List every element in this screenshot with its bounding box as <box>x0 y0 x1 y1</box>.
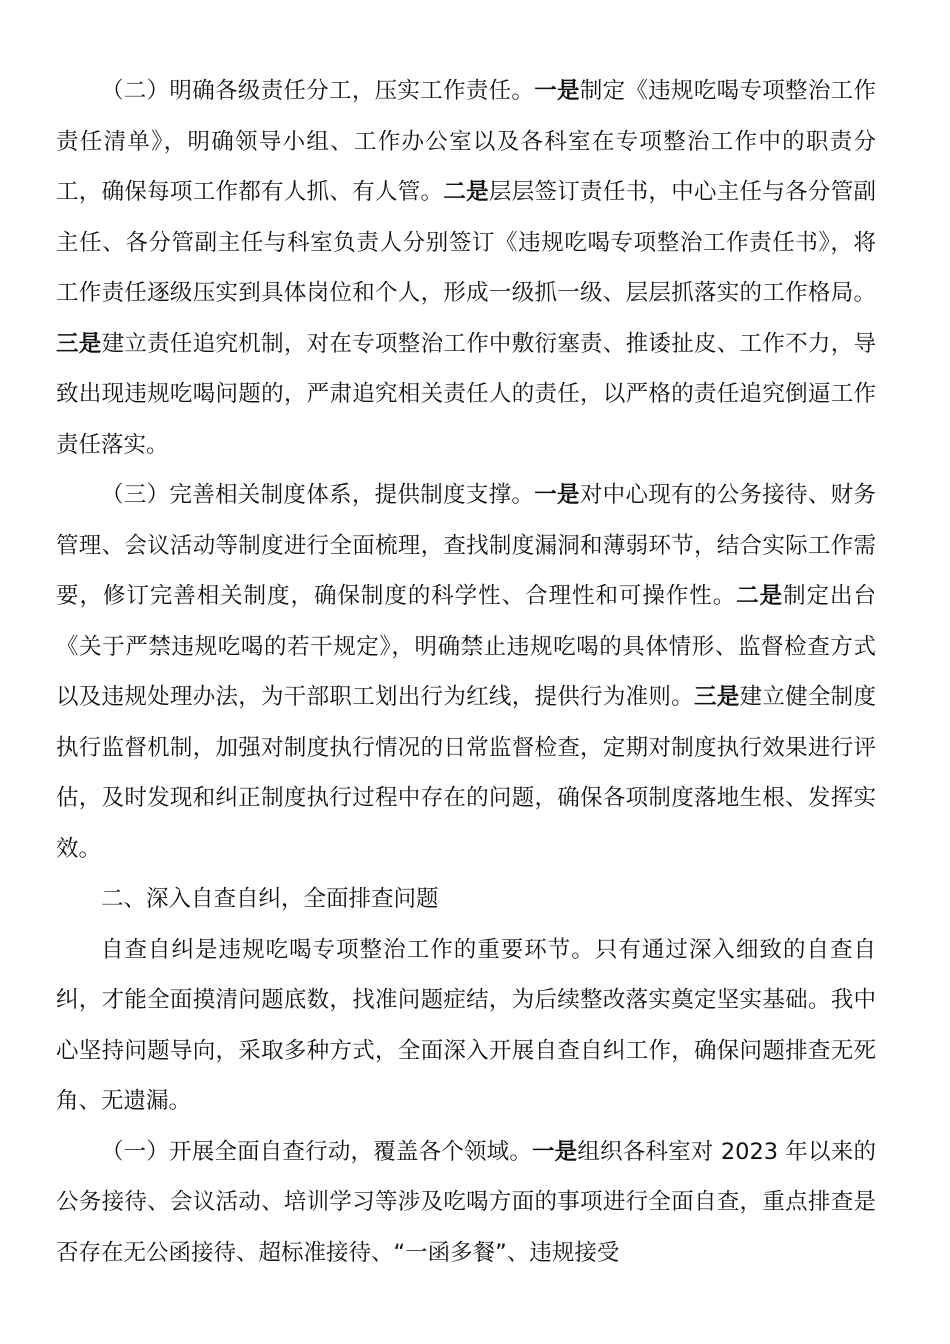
point-text-2: 制定出台《关于严禁违规吃喝的若干规定》，明确禁止违规吃喝的具体情形、监督检查方式以及违规处理办法，为干部职工划出行为红线，提供行为准则。 <box>56 583 876 710</box>
paragraph-lead: （一）开展全面自查行动，覆盖各个领域。 <box>101 1138 532 1165</box>
paragraph-system <box>56 470 876 874</box>
point-text-3: 建立责任追究机制，对在专项整治工作中敷衍塞责、推诿扯皮、工作不力，导致出现违规吃喝问题的，严肃追究相关责任人的责任，以严格的责任追究倒逼工作责任落实。 <box>56 330 876 458</box>
paragraph-lead: （三）完善相关制度体系，提供制度支撑。 <box>101 482 535 508</box>
point-marker-1: 一是 <box>534 482 580 508</box>
paragraph-responsibility <box>56 66 876 470</box>
point-marker-2: 二是 <box>736 583 784 609</box>
point-marker-1: 一是 <box>532 1138 578 1165</box>
paragraph-lead: （二）明确各级责任分工，压实工作责任。 <box>101 78 535 104</box>
section-heading: 二、深入自查自纠，全面排查问题 <box>101 886 439 912</box>
point-marker-3: 三是 <box>56 330 102 357</box>
point-marker-1: 一是 <box>534 78 580 104</box>
point-text-1: 对中心现有的公务接待、财务管理、会议活动等制度进行全面梳理，查找制度漏洞和薄弱环节，结合实际工作需要，修订完善相关制度，确保制度的科学性、合理性和可操作性。 <box>56 482 876 609</box>
point-text-1: 制定《违规吃喝专项整治工作责任清单》，明确领导小组、工作办公室以及各科室在专项整治工作中的职责分工，确保每项工作都有人抓、有人管。 <box>56 78 876 205</box>
section-intro: 自查自纠是违规吃喝专项整治工作的重要环节。只有通过深入细致的自查自纠，才能全面摸清问题底数，找准问题症结，为后续整改落实奠定坚实基础。我中心坚持问题导向，采取多种方式，全面深入开展自查自纠工作，确保问题排查无死角、无遗漏。 <box>56 936 876 1114</box>
point-marker-3: 三是 <box>693 684 740 710</box>
point-text-2: 层层签订责任书，中心主任与各分管副主任、各分管副主任与科室负责人分别签订《违规吃喝专项整治工作责任书》，将工作责任逐级压实到具体岗位和个人，形成一级抓一级、层层抓落实的工作格局。 <box>56 179 876 306</box>
point-text-3: 建立健全制度执行监督机制，加强对制度执行情况的日常监督检查，定期对制度执行效果进行评估，及时发现和纠正制度执行过程中存在的问题，确保各项制度落地生根、发挥实效。 <box>56 684 876 862</box>
paragraph-self-inspection <box>56 1127 876 1279</box>
point-marker-2: 二是 <box>443 179 489 205</box>
point-text-1: 组织各科室对 2023 年以来的公务接待、会议活动、培训学习等涉及吃喝方面的事项进行全面自查，重点排查是否存在无公函接待、超标准接待、“一函多餐”、违规接受 <box>56 1138 876 1266</box>
